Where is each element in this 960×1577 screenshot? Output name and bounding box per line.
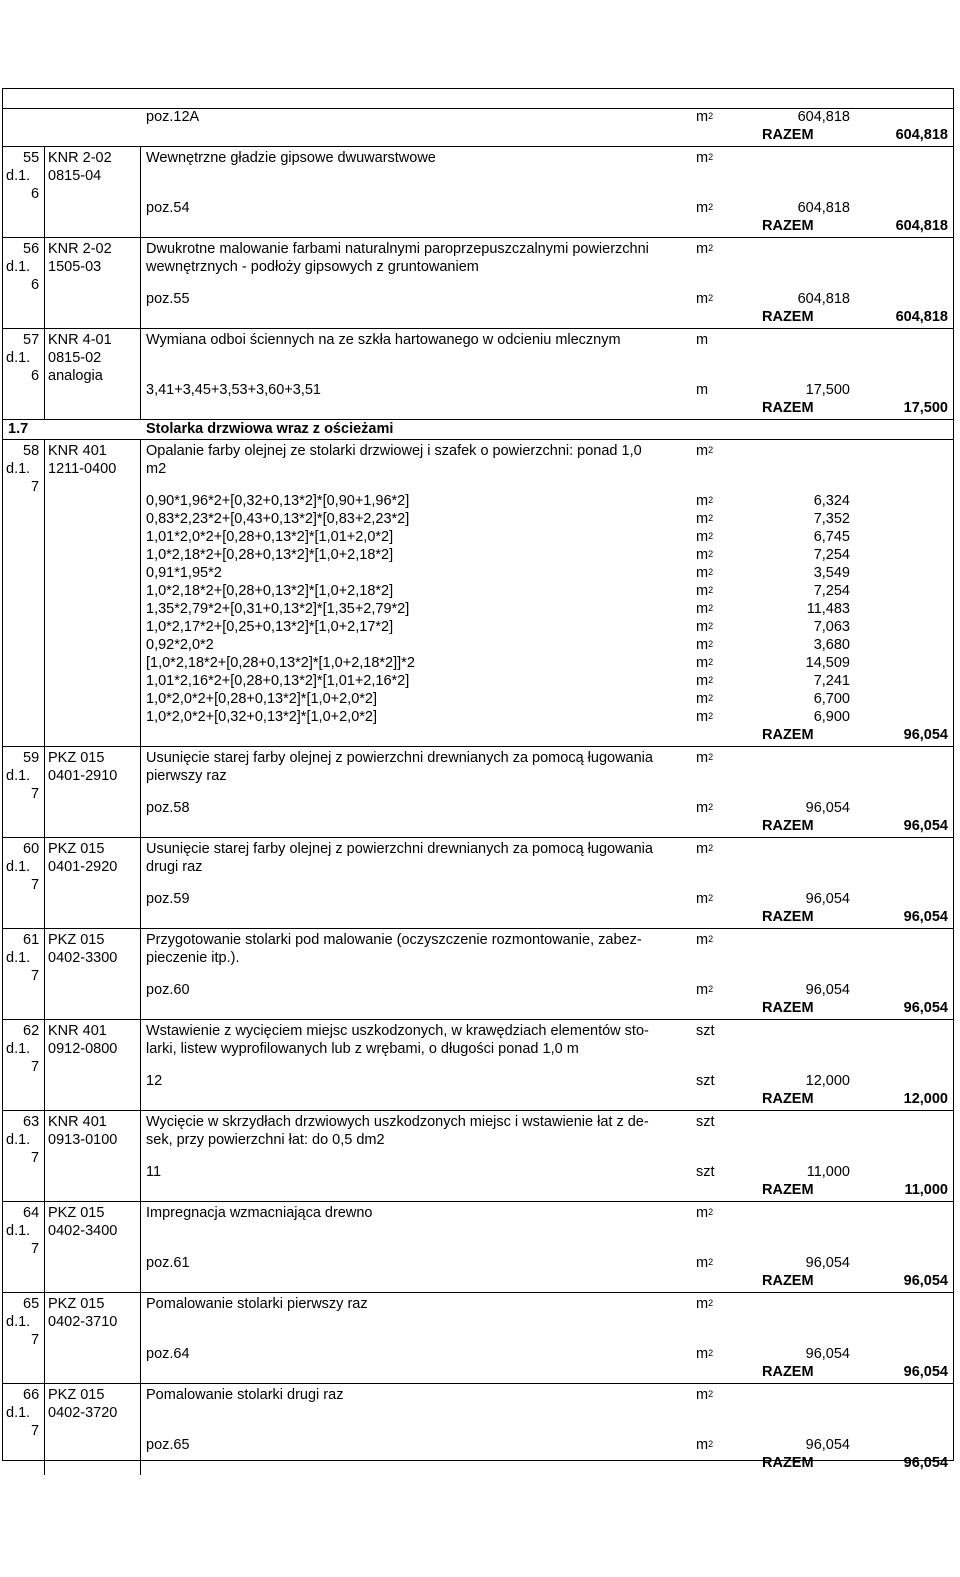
calc-unit: $m^2$ bbox=[696, 109, 714, 125]
calc-text: poz.59 bbox=[146, 891, 190, 907]
calc-unit: $m^2$ bbox=[696, 200, 714, 216]
col-separator bbox=[44, 929, 45, 1020]
item-description: larki, listew wyprofilowanych lub z wrębami, o długości ponad 1,0 m bbox=[146, 1041, 579, 1057]
calc-unit: $m^2$ bbox=[696, 601, 714, 617]
col-separator bbox=[140, 238, 141, 329]
col-separator bbox=[44, 1020, 45, 1111]
item-basis: KNR 2-02 bbox=[48, 150, 112, 166]
item-description: m2 bbox=[146, 461, 167, 477]
item-basis: PKZ 015 bbox=[48, 1205, 105, 1221]
calc-unit: $m^2$ bbox=[696, 565, 714, 581]
calc-unit: $m^2$ bbox=[696, 709, 714, 725]
item-lp-chapter: 6 bbox=[31, 368, 40, 384]
item-unit: szt bbox=[696, 1114, 715, 1130]
calc-text: 3,41+3,45+3,53+3,60+3,51 bbox=[146, 382, 321, 398]
calc-unit: szt bbox=[696, 1164, 715, 1180]
calc-text: 1,0*2,18*2+[0,28+0,13*2]*[1,0+2,18*2] bbox=[146, 583, 394, 599]
calc-value: 7,254 bbox=[813, 547, 850, 563]
col-separator bbox=[44, 1202, 45, 1293]
col-separator bbox=[44, 440, 45, 747]
col-separator bbox=[140, 329, 141, 420]
item-description: Dwukrotne malowanie farbami naturalnymi paroprzepuszczalnymi powierzchni bbox=[146, 241, 649, 257]
row-separator bbox=[2, 237, 954, 238]
razem-value: 604,818 bbox=[895, 309, 948, 325]
item-unit: $m^2$ bbox=[696, 241, 714, 257]
razem-value: 11,000 bbox=[904, 1182, 948, 1198]
col-separator bbox=[44, 147, 45, 238]
calc-text: poz.65 bbox=[146, 1437, 190, 1453]
table-header bbox=[2, 88, 954, 109]
item-lp-chapter: 7 bbox=[31, 1332, 40, 1348]
razem-label: RAZEM bbox=[762, 218, 814, 234]
item-unit: $m^2$ bbox=[696, 750, 714, 766]
col-separator bbox=[44, 238, 45, 329]
calc-unit: $m^2$ bbox=[696, 1255, 714, 1271]
row-separator bbox=[2, 1201, 954, 1202]
calc-value: 96,054 bbox=[805, 982, 850, 998]
item-lp: 56 bbox=[23, 241, 40, 257]
item-lp-chapter: 7 bbox=[31, 877, 40, 893]
calc-value: 96,054 bbox=[805, 891, 850, 907]
razem-value: 12,000 bbox=[903, 1091, 948, 1107]
calc-text: 1,35*2,79*2+[0,31+0,13*2]*[1,35+2,79*2] bbox=[146, 601, 410, 617]
calc-unit: $m^2$ bbox=[696, 637, 714, 653]
calc-value: 96,054 bbox=[805, 800, 850, 816]
calc-value: 14,509 bbox=[805, 655, 850, 671]
item-lp: 59 bbox=[23, 750, 40, 766]
calc-value: 7,063 bbox=[813, 619, 850, 635]
table-border-right bbox=[953, 88, 954, 1460]
calc-unit: $m^2$ bbox=[696, 511, 714, 527]
item-basis-code: 0402-3710 bbox=[48, 1314, 118, 1330]
calc-text: 1,0*2,0*2+[0,32+0,13*2]*[1,0+2,0*2] bbox=[146, 709, 377, 725]
item-basis-code: 1211-0400 bbox=[48, 461, 117, 477]
razem-label: RAZEM bbox=[762, 309, 814, 325]
calc-text: 0,90*1,96*2+[0,32+0,13*2]*[0,90+1,96*2] bbox=[146, 493, 410, 509]
razem-label: RAZEM bbox=[762, 127, 814, 143]
item-lp: 60 bbox=[23, 841, 40, 857]
item-basis: PKZ 015 bbox=[48, 841, 105, 857]
row-separator bbox=[2, 1292, 954, 1293]
calc-unit: $m^2$ bbox=[696, 1346, 714, 1362]
item-description: Wewnętrzne gładzie gipsowe dwuwarstwowe bbox=[146, 150, 436, 166]
item-unit: $m^2$ bbox=[696, 1296, 714, 1312]
item-description: Wstawienie z wycięciem miejsc uszkodzonych, w krawędziach elementów sto- bbox=[146, 1023, 649, 1039]
item-lp-chapter: 6 bbox=[31, 277, 40, 293]
row-separator bbox=[2, 928, 954, 929]
item-lp-prefix: d.1. bbox=[6, 168, 31, 184]
calc-unit: $m^2$ bbox=[696, 1437, 714, 1453]
item-basis-code: 0402-3300 bbox=[48, 950, 118, 966]
calc-unit: $m^2$ bbox=[696, 891, 714, 907]
item-basis: KNR 401 bbox=[48, 1114, 107, 1130]
item-unit: $m^2$ bbox=[696, 1205, 714, 1221]
item-basis: PKZ 015 bbox=[48, 750, 105, 766]
item-description: pieczenie itp.). bbox=[146, 950, 240, 966]
item-lp-chapter: 7 bbox=[31, 1241, 40, 1257]
col-separator bbox=[140, 147, 141, 238]
razem-label: RAZEM bbox=[762, 1182, 814, 1198]
item-lp-prefix: d.1. bbox=[6, 1132, 31, 1148]
calc-value: 96,054 bbox=[805, 1255, 850, 1271]
item-basis: KNR 2-02 bbox=[48, 241, 112, 257]
razem-value: 96,054 bbox=[903, 1273, 948, 1289]
col-separator bbox=[140, 1202, 141, 1293]
calc-text: poz.54 bbox=[146, 200, 190, 216]
calc-text: 0,92*2,0*2 bbox=[146, 637, 214, 653]
calc-unit: $m^2$ bbox=[696, 982, 714, 998]
item-lp-prefix: d.1. bbox=[6, 461, 31, 477]
item-basis-code: 0402-3720 bbox=[48, 1405, 118, 1421]
item-basis: PKZ 015 bbox=[48, 932, 105, 948]
col-separator bbox=[140, 929, 141, 1020]
calc-unit: $m^2$ bbox=[696, 547, 714, 563]
item-lp: 66 bbox=[23, 1387, 40, 1403]
col-separator bbox=[44, 329, 45, 420]
row-separator bbox=[2, 439, 954, 440]
calc-text: 11 bbox=[146, 1164, 162, 1180]
calc-text: 12 bbox=[146, 1073, 163, 1089]
item-basis-code: 1505-03 bbox=[48, 259, 102, 275]
item-lp-prefix: d.1. bbox=[6, 1405, 31, 1421]
razem-value: 96,054 bbox=[903, 1000, 948, 1016]
item-lp-chapter: 6 bbox=[31, 186, 40, 202]
row-separator bbox=[2, 746, 954, 747]
item-basis-code: 0912-0800 bbox=[48, 1041, 118, 1057]
item-basis: KNR 401 bbox=[48, 443, 107, 459]
calc-value: 7,352 bbox=[813, 511, 850, 527]
calc-value: 96,054 bbox=[805, 1437, 850, 1453]
item-description: wewnętrznych - podłoży gipsowych z gruntowaniem bbox=[146, 259, 479, 275]
item-basis-code: 0402-3400 bbox=[48, 1223, 118, 1239]
calc-value: 3,680 bbox=[813, 637, 850, 653]
calc-text: poz.60 bbox=[146, 982, 190, 998]
item-lp-chapter: 7 bbox=[31, 1059, 40, 1075]
row-separator bbox=[2, 146, 954, 147]
calc-value: 604,818 bbox=[797, 291, 850, 307]
item-basis: PKZ 015 bbox=[48, 1296, 105, 1312]
calc-unit: $m^2$ bbox=[696, 619, 714, 635]
calc-unit: $m^2$ bbox=[696, 655, 714, 671]
item-basis-code: 0815-04 bbox=[48, 168, 102, 184]
item-lp-prefix: d.1. bbox=[6, 1041, 31, 1057]
calc-value: 6,900 bbox=[813, 709, 850, 725]
calc-value: 3,549 bbox=[813, 565, 850, 581]
item-unit: m bbox=[696, 332, 709, 348]
col-separator bbox=[140, 747, 141, 838]
col-separator bbox=[140, 838, 141, 929]
calc-value: 6,324 bbox=[813, 493, 850, 509]
calc-unit: $m^2$ bbox=[696, 493, 714, 509]
item-description: Usunięcie starej farby olejnej z powierzchni drewnianych za pomocą ługowania bbox=[146, 841, 653, 857]
calc-text: 1,0*2,17*2+[0,25+0,13*2]*[1,0+2,17*2] bbox=[146, 619, 394, 635]
calc-unit: szt bbox=[696, 1073, 715, 1089]
calc-text: [1,0*2,18*2+[0,28+0,13*2]*[1,0+2,18*2]]*2 bbox=[146, 655, 415, 671]
item-lp: 58 bbox=[23, 443, 40, 459]
calc-unit: $m^2$ bbox=[696, 529, 714, 545]
razem-value: 96,054 bbox=[903, 1364, 948, 1380]
item-basis-code: 0401-2920 bbox=[48, 859, 118, 875]
item-unit: $m^2$ bbox=[696, 150, 714, 166]
item-basis: KNR 4-01 bbox=[48, 332, 112, 348]
row-separator bbox=[2, 837, 954, 838]
calc-unit: $m^2$ bbox=[696, 691, 714, 707]
calc-unit: $m^2$ bbox=[696, 291, 714, 307]
item-description: sek, przy powierzchni łat: do 0,5 dm2 bbox=[146, 1132, 385, 1148]
item-lp: 65 bbox=[23, 1296, 40, 1312]
item-description: drugi raz bbox=[146, 859, 203, 875]
razem-label: RAZEM bbox=[762, 727, 814, 743]
item-lp-prefix: d.1. bbox=[6, 1314, 31, 1330]
calc-unit: $m^2$ bbox=[696, 800, 714, 816]
item-lp: 64 bbox=[23, 1205, 40, 1221]
item-unit: $m^2$ bbox=[696, 841, 714, 857]
item-lp-prefix: d.1. bbox=[6, 950, 31, 966]
calc-text: poz.12A bbox=[146, 109, 200, 125]
item-unit: $m^2$ bbox=[696, 443, 714, 459]
item-lp-prefix: d.1. bbox=[6, 1223, 31, 1239]
razem-label: RAZEM bbox=[762, 818, 814, 834]
calc-unit: m bbox=[696, 382, 709, 398]
calc-value: 96,054 bbox=[805, 1346, 850, 1362]
item-description: Impregnacja wzmacniająca drewno bbox=[146, 1205, 373, 1221]
calc-text: poz.55 bbox=[146, 291, 190, 307]
calc-value: 11,000 bbox=[806, 1164, 850, 1180]
row-separator bbox=[2, 419, 954, 420]
item-lp-chapter: 7 bbox=[31, 786, 40, 802]
col-separator bbox=[140, 1020, 141, 1111]
razem-value: 17,500 bbox=[903, 400, 948, 416]
item-description: Przygotowanie stolarki pod malowanie (oczyszczenie rozmontowanie, zabez- bbox=[146, 932, 642, 948]
razem-label: RAZEM bbox=[762, 1364, 814, 1380]
item-description: Opalanie farby olejnej ze stolarki drzwiowej i szafek o powierzchni: ponad 1,0 bbox=[146, 443, 642, 459]
item-unit: $m^2$ bbox=[696, 1387, 714, 1403]
calc-value: 11,483 bbox=[806, 601, 850, 617]
razem-value: 604,818 bbox=[895, 127, 948, 143]
calc-value: 6,745 bbox=[813, 529, 850, 545]
calc-value: 17,500 bbox=[805, 382, 850, 398]
table-border-left bbox=[2, 88, 3, 1460]
item-lp: 62 bbox=[23, 1023, 40, 1039]
calc-value: 7,241 bbox=[813, 673, 850, 689]
razem-value: 96,054 bbox=[903, 727, 948, 743]
item-unit: $m^2$ bbox=[696, 932, 714, 948]
razem-value: 96,054 bbox=[903, 1455, 948, 1471]
item-lp-chapter: 7 bbox=[31, 1150, 40, 1166]
row-separator bbox=[2, 328, 954, 329]
item-description: Wymiana odboi ściennych na ze szkła hartowanego w odcieniu mlecznym bbox=[146, 332, 621, 348]
item-lp: 63 bbox=[23, 1114, 40, 1130]
item-lp-prefix: d.1. bbox=[6, 859, 31, 875]
razem-value: 604,818 bbox=[895, 218, 948, 234]
col-separator bbox=[44, 1111, 45, 1202]
razem-value: 96,054 bbox=[903, 909, 948, 925]
col-separator bbox=[44, 838, 45, 929]
item-lp: 57 bbox=[23, 332, 40, 348]
item-description: Wycięcie w skrzydłach drzwiowych uszkodzonych miejsc i wstawienie łat z de- bbox=[146, 1114, 649, 1130]
col-separator bbox=[44, 747, 45, 838]
col-separator bbox=[140, 440, 141, 747]
calc-value: 604,818 bbox=[797, 200, 850, 216]
razem-label: RAZEM bbox=[762, 1091, 814, 1107]
calc-text: 1,01*2,0*2+[0,28+0,13*2]*[1,01+2,0*2] bbox=[146, 529, 394, 545]
col-separator bbox=[140, 1111, 141, 1202]
razem-label: RAZEM bbox=[762, 1000, 814, 1016]
calc-value: 12,000 bbox=[805, 1073, 850, 1089]
item-lp-prefix: d.1. bbox=[6, 350, 31, 366]
item-basis-code: 0913-0100 bbox=[48, 1132, 118, 1148]
item-lp-chapter: 7 bbox=[31, 968, 40, 984]
calc-unit: $m^2$ bbox=[696, 673, 714, 689]
calc-text: 1,0*2,0*2+[0,28+0,13*2]*[1,0+2,0*2] bbox=[146, 691, 377, 707]
item-basis-note: analogia bbox=[48, 368, 103, 384]
item-basis: KNR 401 bbox=[48, 1023, 107, 1039]
razem-label: RAZEM bbox=[762, 909, 814, 925]
item-unit: szt bbox=[696, 1023, 715, 1039]
item-basis: PKZ 015 bbox=[48, 1387, 105, 1403]
item-basis-code: 0401-2910 bbox=[48, 768, 118, 784]
calc-value: 6,700 bbox=[813, 691, 850, 707]
calc-text: 0,83*2,23*2+[0,43+0,13*2]*[0,83+2,23*2] bbox=[146, 511, 410, 527]
item-lp-chapter: 7 bbox=[31, 479, 40, 495]
col-separator bbox=[140, 1384, 141, 1475]
razem-value: 96,054 bbox=[903, 818, 948, 834]
razem-label: RAZEM bbox=[762, 1273, 814, 1289]
calc-text: poz.61 bbox=[146, 1255, 190, 1271]
item-lp-prefix: d.1. bbox=[6, 259, 31, 275]
row-separator bbox=[2, 1383, 954, 1384]
razem-label: RAZEM bbox=[762, 400, 814, 416]
col-separator bbox=[140, 1293, 141, 1384]
calc-text: poz.58 bbox=[146, 800, 190, 816]
item-description: Pomalowanie stolarki drugi raz bbox=[146, 1387, 344, 1403]
item-basis-code: 0815-02 bbox=[48, 350, 102, 366]
section-number: 1.7 bbox=[8, 421, 29, 437]
item-lp: 61 bbox=[23, 932, 40, 948]
razem-label: RAZEM bbox=[762, 1455, 814, 1471]
section-title: Stolarka drzwiowa wraz z ościeżami bbox=[146, 421, 394, 437]
item-lp-prefix: d.1. bbox=[6, 768, 31, 784]
item-lp: 55 bbox=[23, 150, 40, 166]
calc-value: 7,254 bbox=[813, 583, 850, 599]
row-separator bbox=[2, 1019, 954, 1020]
calc-text: 1,0*2,18*2+[0,28+0,13*2]*[1,0+2,18*2] bbox=[146, 547, 394, 563]
calc-text: 0,91*1,95*2 bbox=[146, 565, 222, 581]
col-separator bbox=[44, 1384, 45, 1475]
calc-unit: $m^2$ bbox=[696, 583, 714, 599]
item-description: Pomalowanie stolarki pierwszy raz bbox=[146, 1296, 368, 1312]
col-separator bbox=[44, 1293, 45, 1384]
calc-text: poz.64 bbox=[146, 1346, 190, 1362]
row-separator bbox=[2, 1110, 954, 1111]
item-description: Usunięcie starej farby olejnej z powierzchni drewnianych za pomocą ługowania bbox=[146, 750, 653, 766]
calc-text: 1,01*2,16*2+[0,28+0,13*2]*[1,01+2,16*2] bbox=[146, 673, 410, 689]
item-lp-chapter: 7 bbox=[31, 1423, 40, 1439]
item-description: pierwszy raz bbox=[146, 768, 227, 784]
calc-value: 604,818 bbox=[797, 109, 850, 125]
